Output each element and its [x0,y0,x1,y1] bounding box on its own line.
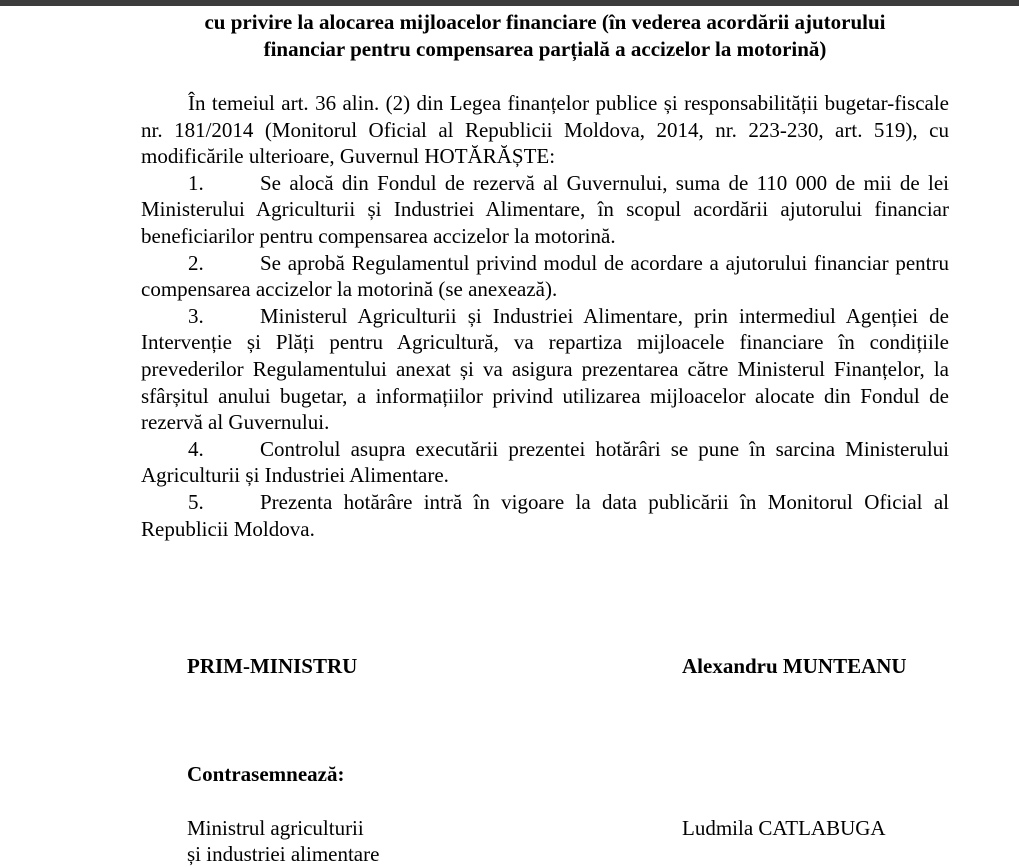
document-body [141,90,949,542]
point-number: 1. [188,170,204,195]
point-3 [141,303,949,436]
point-text: Prezenta hotărâre intră în vigoare la data publicării în Monitorul Oficial al Republicii Moldova. [141,489,949,541]
point-number: 2. [188,250,204,275]
point-5 [141,489,949,542]
point-number: 3. [188,303,204,328]
point-text: Ministerul Agriculturii și Industriei Alimentare, prin intermediul Agenției de Intervenție și Plăți pentru Agricultură, va repartiza mijloacele financiare în condițiile prevederilor Regulamentului anexat și va asigura prezentarea către Ministerul Finanțelor, la sfârșitul anului bugetar, a informațiilor privind utilizarea mijloacelor alocate din Fondul de rezervă al Guvernului. [141,303,949,435]
point-number: 5. [188,489,204,514]
point-2 [141,250,949,303]
minister-name: Ludmila CATLABUGA [682,816,886,840]
point-1 [141,170,949,250]
minister-role-line-1: Ministrul agriculturii [187,816,364,840]
prime-minister-role: PRIM-MINISTRU [187,654,358,678]
countersign-label: Contrasemnează: [187,762,345,786]
point-text: Se alocă din Fondul de rezervă al Guvernului, suma de 110 000 de mii de lei Ministerului Agriculturii și Industriei Alimentare, în scopul acordării ajutorului financiar beneficiarilor pentru compensarea accizelor la motorină. [141,170,949,248]
point-number: 4. [188,436,204,461]
document-title [140,9,950,63]
point-text: Se aprobă Regulamentul privind modul de acordare a ajutorului financiar pentru compensarea accizelor la motorină (se anexează). [141,250,949,302]
prime-minister-name: Alexandru MUNTEANU [682,654,907,678]
title-line-2: financiar pentru compensarea parțială a accizelor la motorină) [263,37,827,61]
minister-role-line-2: și industriei alimentare [187,842,380,866]
preamble: În temeiul art. 36 alin. (2) din Legea finanțelor publice și responsabilității bugetar-fiscale nr. 181/2014 (Monitorul Oficial al Republicii Moldova, 2014, nr. 223-230, art. 519), cu modificările ulterioare, Guvernul HOTĂRĂȘTE: [141,91,949,169]
point-4 [141,436,949,489]
point-text: Controlul asupra executării prezentei hotărâri se pune în sarcina Ministerului Agriculturii și Industriei Alimentare. [141,436,949,488]
document-page [0,6,1019,866]
title-line-1: cu privire la alocarea mijloacelor financiare (în vederea acordării ajutorului [204,10,886,34]
